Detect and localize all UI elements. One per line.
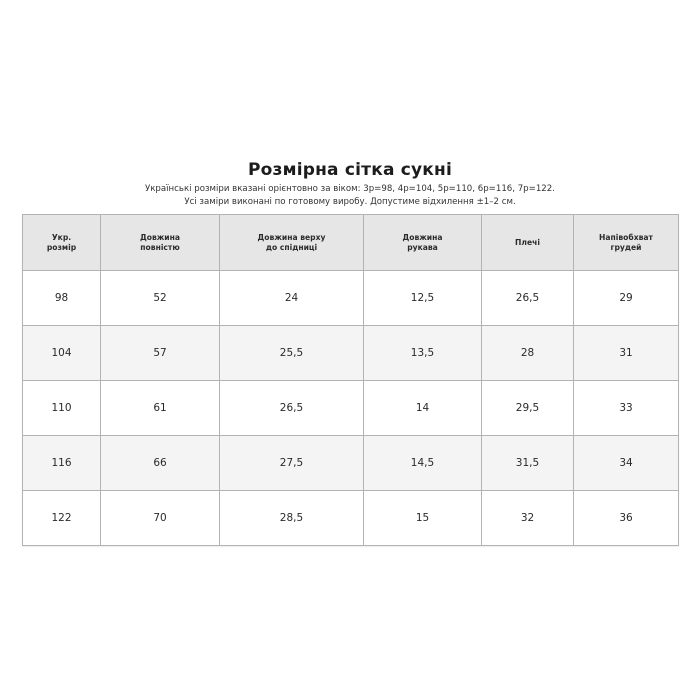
table-cell: 28,5 [220, 491, 364, 546]
table-cell: 34 [574, 436, 679, 491]
table-cell: 15 [364, 491, 482, 546]
table-cell: 25,5 [220, 326, 364, 381]
header-line: до спідниці [265, 242, 318, 252]
column-header-size [23, 215, 101, 271]
table-cell: 110 [23, 381, 101, 436]
header-line: Довжина верху [257, 233, 326, 242]
column-header-sleeve-length [364, 215, 482, 271]
header-line: повністю [140, 242, 180, 252]
column-header-full-length [101, 215, 220, 271]
table-cell: 26,5 [482, 271, 574, 326]
table-cell: 33 [574, 381, 679, 436]
table-cell: 28 [482, 326, 574, 381]
column-header-top-length [220, 215, 364, 271]
header-line: Напівобхват [599, 233, 653, 242]
table-cell: 36 [574, 491, 679, 546]
column-header-half-chest [574, 215, 679, 271]
table-cell: 29,5 [482, 381, 574, 436]
table-cell: 24 [220, 271, 364, 326]
table-cell: 31,5 [482, 436, 574, 491]
table-cell: 122 [23, 491, 101, 546]
table-cell: 70 [101, 491, 220, 546]
header-line: грудей [610, 242, 642, 252]
page-title: Розмірна сітка сукні [248, 160, 452, 180]
table-cell: 104 [23, 326, 101, 381]
table-cell: 27,5 [220, 436, 364, 491]
table-row [23, 271, 679, 326]
table-header-row [23, 215, 679, 271]
table-cell: 26,5 [220, 381, 364, 436]
table-cell: 116 [23, 436, 101, 491]
table-row [23, 491, 679, 546]
table-cell: 57 [101, 326, 220, 381]
table-cell: 12,5 [364, 271, 482, 326]
table-cell: 98 [23, 271, 101, 326]
page-subtitle [0, 183, 700, 209]
subtitle-line: Українські розміри вказані орієнтовно за віком: 3р=98, 4р=104, 5р=110, 6р=116, 7р=122. [145, 184, 555, 194]
table-cell: 32 [482, 491, 574, 546]
table-cell: 14,5 [364, 436, 482, 491]
header-line: Плечі [515, 237, 540, 247]
table-cell: 31 [574, 326, 679, 381]
table-cell: 52 [101, 271, 220, 326]
column-header-shoulders [482, 215, 574, 271]
size-chart-table [22, 214, 679, 546]
header-line: Укр. [51, 233, 72, 242]
table-cell: 61 [101, 381, 220, 436]
table-row [23, 436, 679, 491]
table-cell: 13,5 [364, 326, 482, 381]
subtitle-line: Усі заміри виконані по готовому виробу. Допустиме відхилення ±1–2 см. [184, 197, 516, 207]
header-line: Довжина [402, 233, 443, 242]
header-line: розмір [46, 242, 77, 252]
table-cell: 14 [364, 381, 482, 436]
header-line: Довжина [139, 233, 181, 242]
table-row [23, 326, 679, 381]
table-row [23, 381, 679, 436]
table-cell: 29 [574, 271, 679, 326]
header-line: рукава [407, 242, 438, 252]
table-cell: 66 [101, 436, 220, 491]
